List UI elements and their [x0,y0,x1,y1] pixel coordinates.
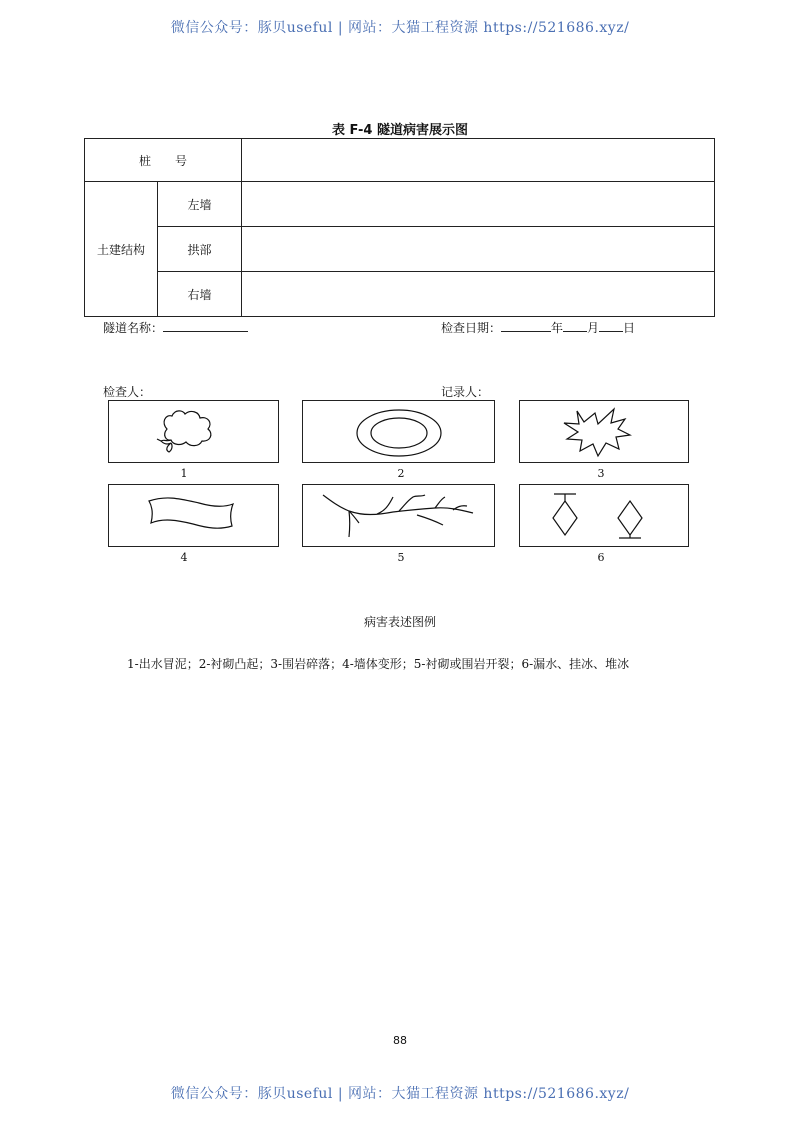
arch-label: 拱部 [158,227,242,272]
day-blank[interactable] [599,319,623,332]
right-wall-label: 右墙 [158,272,242,317]
table-title: 表 F-4 隧道病害展示图 [332,123,468,138]
crack-icon [302,484,495,547]
defect-table [84,138,715,317]
year-blank[interactable] [501,319,551,332]
mud-icon [108,400,279,463]
wall-deform-icon [108,484,279,547]
right-wall-cell[interactable] [242,272,715,317]
recorder-label: 记录人： [441,385,490,399]
pile-value-cell[interactable] [242,139,715,182]
tunnel-name-blank[interactable] [163,319,248,332]
left-wall-label: 左墙 [158,182,242,227]
tunnel-name-field [103,319,248,336]
watermark-bottom: 微信公众号：豚贝useful | 网站：大猫工程资源 https://521686.xyz/ [170,1086,630,1102]
legend-number-3: 3 [597,467,605,480]
tunnel-name-label: 隧道名称： [103,321,164,335]
pile-label: 桩 号 [85,139,242,182]
legend-caption: 病害表述图例 [363,615,436,629]
day-label: 日 [623,321,636,335]
inspector-label: 检查人： [103,385,152,399]
legend-description: 1-出水冒泥；2-衬砌凸起；3-围岩碎落；4-墙体变形；5-衬砌或围岩开裂；6-漏水、挂冰、堆冰 [127,657,630,671]
page-number: 88 [393,1034,407,1047]
legend-number-6: 6 [597,551,605,564]
lining-bulge-icon [302,400,495,463]
arch-cell[interactable] [242,227,715,272]
leak-ice-icon [519,484,689,547]
month-blank[interactable] [563,319,587,332]
left-wall-cell[interactable] [242,182,715,227]
legend-number-5: 5 [397,551,405,564]
watermark-top: 微信公众号：豚贝useful | 网站：大猫工程资源 https://521686.xyz/ [170,20,630,36]
legend-number-2: 2 [397,467,405,480]
legend-number-1: 1 [180,467,188,480]
structure-group-label: 土建结构 [85,182,158,317]
check-date-label: 检查日期： [441,321,502,335]
check-date-field [441,319,635,336]
legend-number-4: 4 [180,551,188,564]
rock-fall-icon [519,400,689,463]
month-label: 月 [587,321,600,335]
year-label: 年 [551,321,564,335]
